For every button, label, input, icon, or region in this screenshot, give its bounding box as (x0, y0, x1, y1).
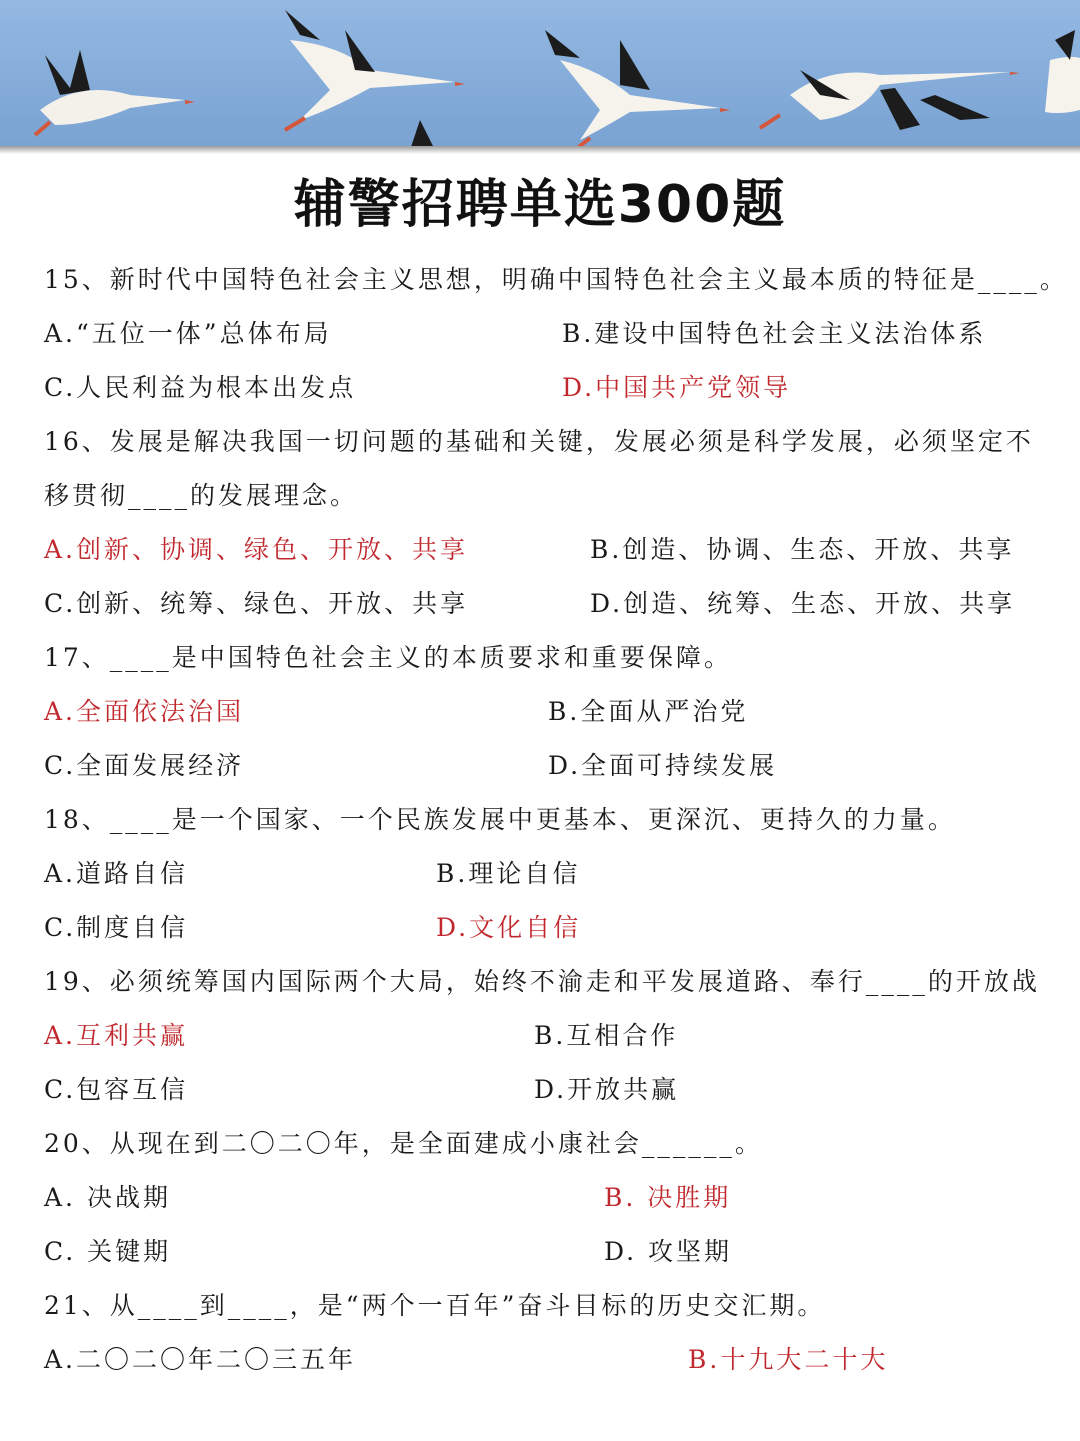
q17-option-d: D.全面可持续发展 (548, 751, 778, 780)
question-15-stem: 15、新时代中国特色社会主义思想，明确中国特色社会主义最本质的特征是____。 (44, 265, 1068, 294)
cranes-illustration (0, 0, 1080, 150)
question-16-stem-line2: 移贯彻____的发展理念。 (44, 481, 359, 510)
banner-divider (0, 146, 1080, 154)
question-16-stem-line1: 16、发展是解决我国一切问题的基础和关键，发展必须是科学发展，必须坚定不 (44, 427, 1034, 456)
q18-option-b: B.理论自信 (436, 859, 581, 888)
q15-option-d-answer: D.中国共产党领导 (562, 373, 792, 402)
q17-option-a-answer: A.全面依法治国 (44, 697, 245, 726)
q15-option-a: A.“五位一体”总体布局 (44, 319, 332, 348)
q19-option-b: B.互相合作 (534, 1021, 679, 1050)
banner-image (0, 0, 1080, 150)
q19-option-d: D.开放共赢 (534, 1075, 680, 1104)
q16-option-c: C.创新、统筹、绿色、开放、共享 (44, 589, 469, 618)
q19-option-c: C.包容互信 (44, 1075, 189, 1104)
q20-option-d: D. 攻坚期 (604, 1237, 733, 1266)
question-20-stem: 20、从现在到二〇二〇年，是全面建成小康社会______。 (44, 1129, 763, 1158)
q15-option-c: C.人民利益为根本出发点 (44, 373, 357, 402)
q16-option-a-answer: A.创新、协调、绿色、开放、共享 (44, 535, 469, 564)
q15-option-b: B.建设中国特色社会主义法治体系 (562, 319, 987, 348)
q18-option-a: A.道路自信 (44, 859, 189, 888)
q16-option-d: D.创造、统筹、生态、开放、共享 (590, 589, 1016, 618)
question-19-stem: 19、必须统筹国内国际两个大局，始终不渝走和平发展道路、奉行____的开放战 (44, 967, 1040, 996)
question-21-stem: 21、从____到____，是“两个一百年”奋斗目标的历史交汇期。 (44, 1291, 826, 1320)
q21-option-a: A.二〇二〇年二〇三五年 (44, 1345, 357, 1374)
q18-option-c: C.制度自信 (44, 913, 189, 942)
q18-option-d-answer: D.文化自信 (436, 913, 582, 942)
q16-option-b: B.创造、协调、生态、开放、共享 (590, 535, 1015, 564)
q17-option-b: B.全面从严治党 (548, 697, 749, 726)
q17-option-c: C.全面发展经济 (44, 751, 245, 780)
question-17-stem: 17、____是中国特色社会主义的本质要求和重要保障。 (44, 643, 732, 672)
q21-option-b-answer: B.十九大二十大 (688, 1345, 889, 1374)
q19-option-a-answer: A.互利共赢 (44, 1021, 189, 1050)
q20-option-c: C. 关键期 (44, 1237, 172, 1266)
question-18-stem: 18、____是一个国家、一个民族发展中更基本、更深沉、更持久的力量。 (44, 805, 956, 834)
page-title: 辅警招聘单选300题 (293, 175, 787, 235)
q20-option-a: A. 决战期 (44, 1183, 171, 1212)
q20-option-b-answer: B. 决胜期 (604, 1183, 732, 1212)
